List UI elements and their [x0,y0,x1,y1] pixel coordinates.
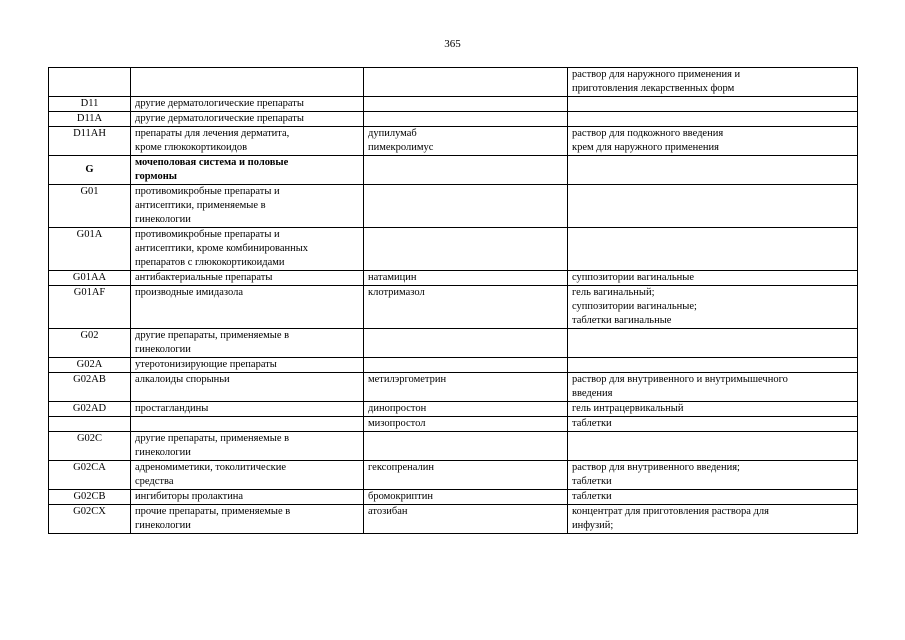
group-name-cell: другие препараты, применяемые в гинекологии [131,432,364,461]
table-row [49,505,858,534]
dosage-form-cell [568,329,858,358]
group-name-cell: препараты для лечения дерматита, кроме глюкокортикоидов [131,127,364,156]
group-name-cell: простагландины [131,402,364,417]
dosage-form-cell [568,228,858,271]
page-number: 365 [444,38,461,50]
dosage-form-cell: таблетки [568,417,858,432]
table-row [49,461,858,490]
atc-code-cell: G [49,156,131,185]
table-row [49,271,858,286]
dosage-form-cell [568,185,858,228]
dosage-form-cell: раствор для наружного применения и приготовления лекарственных форм [568,68,858,97]
drug-name-cell: дупилумаб пимекролимус [364,127,568,156]
drug-name-cell: мизопростол [364,417,568,432]
drug-name-cell: натамицин [364,271,568,286]
atc-code-cell [49,68,131,97]
table-row [49,373,858,402]
table-row [49,432,858,461]
dosage-form-cell [568,112,858,127]
atc-code-cell: G02C [49,432,131,461]
drug-name-cell [364,185,568,228]
group-name-cell: мочеполовая система и половые гормоны [131,156,364,185]
group-name-cell: другие препараты, применяемые в гинекологии [131,329,364,358]
group-name-cell: алкалоиды спорыньи [131,373,364,402]
table-row [49,490,858,505]
dosage-form-cell: суппозитории вагинальные [568,271,858,286]
drug-name-cell: атозибан [364,505,568,534]
atc-code-cell: G01 [49,185,131,228]
group-name-cell: другие дерматологические препараты [131,97,364,112]
table-body [49,68,858,534]
table-row [49,228,858,271]
drug-name-cell [364,358,568,373]
dosage-form-cell [568,97,858,112]
atc-code-cell: G01A [49,228,131,271]
dosage-form-cell: раствор для подкожного введения крем для наружного применения [568,127,858,156]
table-row [49,68,858,97]
group-name-cell: производные имидазола [131,286,364,329]
group-name-cell: противомикробные препараты и антисептики, кроме комбинированных препаратов с глюкокортикоидами [131,228,364,271]
dosage-form-cell: гель вагинальный; суппозитории вагинальные; таблетки вагинальные [568,286,858,329]
drug-name-cell [364,97,568,112]
drug-name-cell: клотримазол [364,286,568,329]
drug-name-cell: динопростон [364,402,568,417]
dosage-form-cell: раствор для внутривенного и внутримышечного введения [568,373,858,402]
atc-code-cell [49,417,131,432]
dosage-form-cell: раствор для внутривенного введения; таблетки [568,461,858,490]
group-name-cell: другие дерматологические препараты [131,112,364,127]
table-row [49,185,858,228]
drug-name-cell [364,156,568,185]
atc-code-cell: G02 [49,329,131,358]
group-name-cell: ингибиторы пролактина [131,490,364,505]
atc-code-cell: G02CA [49,461,131,490]
drug-table [48,67,858,534]
atc-code-cell: D11 [49,97,131,112]
group-name-cell: утеротонизирующие препараты [131,358,364,373]
table-row [49,97,858,112]
table-row [49,127,858,156]
table-row [49,112,858,127]
dosage-form-cell [568,156,858,185]
atc-code-cell: D11AH [49,127,131,156]
table-row [49,286,858,329]
dosage-form-cell [568,358,858,373]
atc-code-cell: G02CX [49,505,131,534]
dosage-form-cell [568,432,858,461]
group-name-cell: адреномиметики, токолитические средства [131,461,364,490]
atc-code-cell: G01AA [49,271,131,286]
group-name-cell: противомикробные препараты и антисептики, применяемые в гинекологии [131,185,364,228]
dosage-form-cell: концентрат для приготовления раствора для инфузий; [568,505,858,534]
group-name-cell [131,68,364,97]
drug-name-cell [364,329,568,358]
drug-name-cell: метилэргометрин [364,373,568,402]
atc-code-cell: G02A [49,358,131,373]
atc-code-cell: G02CB [49,490,131,505]
group-name-cell [131,417,364,432]
drug-name-cell [364,432,568,461]
atc-code-cell: G02AD [49,402,131,417]
drug-name-cell [364,228,568,271]
dosage-form-cell: гель интрацервикальный [568,402,858,417]
dosage-form-cell: таблетки [568,490,858,505]
drug-name-cell: бромокриптин [364,490,568,505]
group-name-cell: антибактериальные препараты [131,271,364,286]
atc-code-cell: G01AF [49,286,131,329]
table-row [49,417,858,432]
atc-code-cell: D11A [49,112,131,127]
table-row [49,156,858,185]
drug-name-cell [364,68,568,97]
drug-name-cell: гексопреналин [364,461,568,490]
table-row [49,329,858,358]
table-row [49,402,858,417]
drug-name-cell [364,112,568,127]
group-name-cell: прочие препараты, применяемые в гинекологии [131,505,364,534]
table-row [49,358,858,373]
atc-code-cell: G02AB [49,373,131,402]
